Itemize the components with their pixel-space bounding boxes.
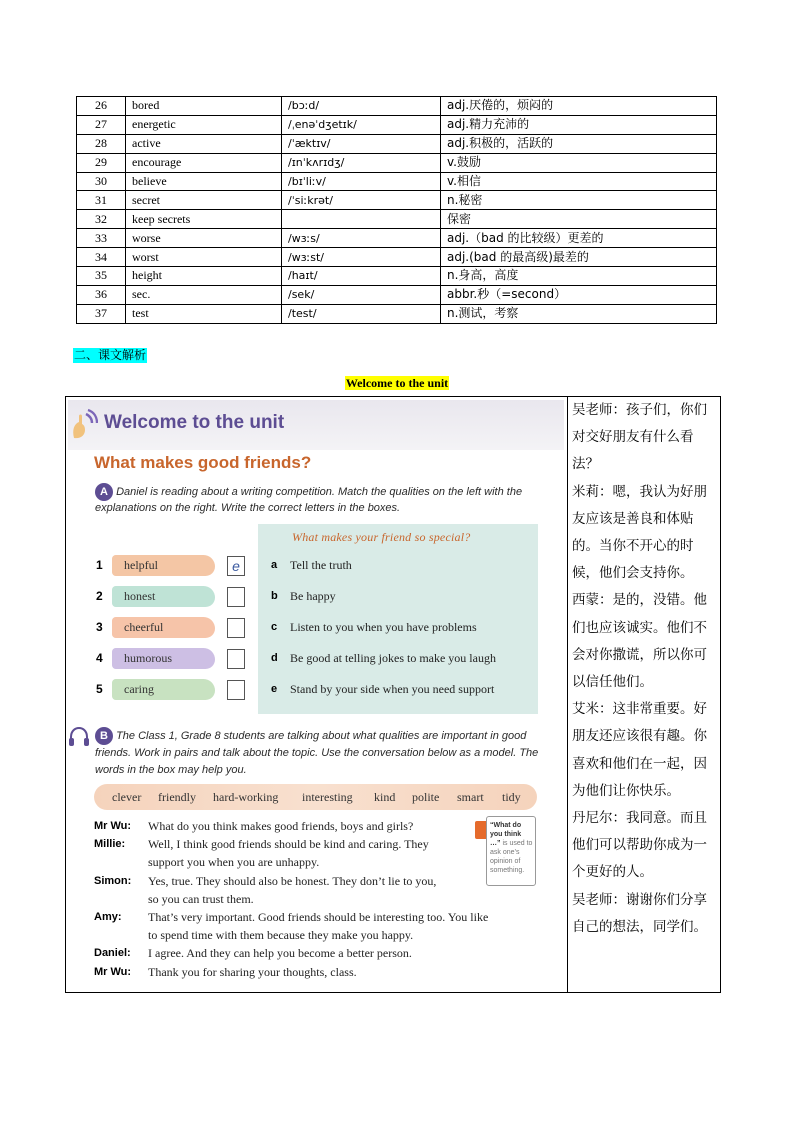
vocab-row: [77, 134, 717, 153]
part-a-instruction-text: Daniel is reading about a writing competition. Match the qualities on the left with the explanations on the right. Write the correct letters in the boxes.: [95, 485, 523, 514]
quality-word: helpful: [112, 555, 215, 576]
vocab-meaning: adj.积极的，活跃的: [441, 134, 717, 153]
vocab-phonetic: /sek/: [282, 285, 441, 304]
vocab-word: encourage: [126, 153, 282, 172]
vocab-phonetic: /ˈsiːkrət/: [282, 191, 441, 210]
quality-number: 3: [96, 620, 103, 634]
vocab-number: 37: [77, 304, 126, 323]
vocab-phonetic: /wɜːs/: [282, 229, 441, 248]
quality-word: cheerful: [112, 617, 215, 638]
dialogue-speaker: Simon:: [94, 874, 132, 887]
translation-paragraph: 米莉：嗯，我认为好朋友应该是善良和体贴的。当你不开心的时候，他们会支持你。: [572, 483, 707, 582]
vocab-number: 26: [77, 97, 126, 116]
vocab-word: believe: [126, 172, 282, 191]
textbook-subtitle: What makes good friends?: [94, 453, 312, 472]
panel-heading: What makes your friend so special?: [292, 530, 471, 544]
word-box-item: smart: [457, 790, 484, 804]
answer-box: [227, 587, 245, 607]
word-box-item: friendly: [158, 790, 196, 804]
vocab-word: worse: [126, 229, 282, 248]
dialogue-line: I agree. And they can help you become a better person.: [148, 946, 412, 961]
vocab-number: 29: [77, 153, 126, 172]
word-box-item: hard-working: [213, 790, 279, 804]
explanation-text: Tell the truth: [290, 558, 352, 572]
tip-note: [486, 816, 536, 886]
translation-paragraph: 西蒙：是的，没错。他们也应该诚实。他们不会对你撒谎，所以你可以信任他们。: [572, 592, 707, 691]
dialogue-line: to spend time with them because they make you happy.: [148, 928, 414, 943]
vocab-meaning: n.身高，高度: [441, 267, 717, 286]
vocab-word: worst: [126, 248, 282, 267]
vocab-row: [77, 191, 717, 210]
tip-bold: “What do you think …”: [490, 822, 522, 847]
textbook-page: [68, 400, 564, 990]
translation-paragraph: 丹尼尔：我同意。而且他们可以帮助你成为一个更好的人。: [572, 810, 707, 881]
vocab-phonetic: /wɜːst/: [282, 248, 441, 267]
vocab-number: 27: [77, 115, 126, 134]
vocab-word: secret: [126, 191, 282, 210]
word-box-item: kind: [374, 790, 396, 804]
dialogue-line: That’s very important. Good friends should be interesting too. You like: [148, 910, 489, 924]
vocab-number: 33: [77, 229, 126, 248]
vocab-meaning: adj.（bad 的比较级）更差的: [441, 229, 717, 248]
wave-icon: [70, 408, 98, 442]
answer-box: [227, 680, 245, 700]
vocab-row: [77, 97, 717, 116]
vocab-number: 32: [77, 210, 126, 229]
quality-number: 1: [96, 558, 103, 572]
vocab-row: [77, 172, 717, 191]
unit-heading-text: Welcome to the unit: [345, 376, 449, 390]
explanation-text: Stand by your side when you need support: [290, 682, 495, 696]
vocab-phonetic: /ˈæktɪv/: [282, 134, 441, 153]
quality-number: 5: [96, 682, 103, 696]
vocab-phonetic: [282, 210, 441, 229]
part-b-instruction: [95, 727, 555, 778]
quality-word: honest: [112, 586, 215, 607]
column-divider: [567, 396, 568, 993]
explanation-text: Be good at telling jokes to make you laugh: [290, 651, 496, 665]
explanation-letter: e: [271, 683, 278, 695]
answer-box: e: [227, 556, 245, 576]
explanation-text: Be happy: [290, 589, 336, 603]
quality-number: 4: [96, 651, 103, 665]
dialogue-line: support you when you are unhappy.: [148, 855, 320, 870]
vocab-meaning: v.鼓励: [441, 153, 717, 172]
explanation-text: Listen to you when you have problems: [290, 620, 477, 634]
vocab-word: active: [126, 134, 282, 153]
word-box-item: clever: [112, 790, 142, 804]
vocab-meaning: adj.厌倦的，烦闷的: [441, 97, 717, 116]
dialogue-line: Well, I think good friends should be kind and caring. They: [148, 837, 429, 852]
dialogue-speaker: Mr Wu:: [94, 965, 132, 978]
word-box: [94, 784, 537, 810]
vocab-number: 28: [77, 134, 126, 153]
vocab-meaning: abbr.秒（=second）: [441, 285, 717, 304]
dialogue-speaker: Mr Wu:: [94, 820, 132, 832]
vocab-word: keep secrets: [126, 210, 282, 229]
part-b-instruction-text: The Class 1, Grade 8 students are talking about what qualities are important in good friends. Work in pairs and talk about the topic. Use the conversation below as a model. The words in the box may help you.: [95, 729, 539, 776]
vocab-word: test: [126, 304, 282, 323]
dialogue-line: What do you think makes good friends, boys and girls?: [148, 819, 414, 833]
vocab-row: [77, 115, 717, 134]
explanation-letter: c: [271, 621, 278, 633]
vocab-row: [77, 304, 717, 323]
translation-paragraph: 吴老师：孩子们，你们对交好朋友有什么看法？: [572, 402, 707, 473]
vocab-word: sec.: [126, 285, 282, 304]
vocab-row: [77, 248, 717, 267]
vocab-number: 30: [77, 172, 126, 191]
vocab-word: energetic: [126, 115, 282, 134]
vocab-phonetic: /bɔːd/: [282, 97, 441, 116]
headphone-icon: [68, 726, 90, 748]
word-box-item: tidy: [502, 790, 521, 804]
vocab-row: [77, 285, 717, 304]
quality-word: caring: [112, 679, 215, 700]
explanation-letter: d: [271, 652, 278, 664]
answer-box: [227, 618, 245, 638]
vocab-word: height: [126, 267, 282, 286]
vocab-meaning: n.秘密: [441, 191, 717, 210]
dialogue-speaker: Millie:: [94, 838, 126, 851]
word-box-item: polite: [412, 790, 440, 804]
dialogue-speaker: Daniel:: [94, 947, 131, 960]
vocab-number: 34: [77, 248, 126, 267]
vocab-number: 31: [77, 191, 126, 210]
explanation-letter: a: [271, 559, 278, 571]
dialogue-line: Thank you for sharing your thoughts, class.: [148, 964, 357, 979]
vocab-meaning: adj.精力充沛的: [441, 115, 717, 134]
tip-text: is used to ask one’s opinion of something.: [490, 840, 533, 874]
vocab-row: [77, 210, 717, 229]
vocab-phonetic: /ˌenəˈdʒetɪk/: [282, 115, 441, 134]
vocab-phonetic: /bɪˈliːv/: [282, 172, 441, 191]
vocab-phonetic: /ɪnˈkʌrɪdʒ/: [282, 153, 441, 172]
dialogue-line: Yes, true. They should also be honest. They don’t lie to you,: [148, 873, 437, 888]
vocab-row: [77, 229, 717, 248]
explanation-letter: b: [271, 590, 278, 602]
vocab-row: [77, 267, 717, 286]
vocab-number: 36: [77, 285, 126, 304]
answer-box: [227, 649, 245, 669]
vocabulary-table: [76, 96, 717, 324]
vocab-word: bored: [126, 97, 282, 116]
translation-paragraph: 吴老师：谢谢你们分享自己的想法，同学们。: [572, 891, 707, 935]
dialogue-line: so you can trust them.: [148, 891, 254, 906]
vocab-row: [77, 153, 717, 172]
translation-column: [572, 397, 720, 941]
translation-paragraph: 艾米：这非常重要。好朋友还应该很有趣。你喜欢和他们在一起，因为他们让你快乐。: [572, 701, 707, 799]
vocab-meaning: adj.(bad 的最高级)最差的: [441, 248, 717, 267]
vocab-phonetic: /test/: [282, 304, 441, 323]
section-heading: 二、课文解析: [74, 348, 147, 362]
vocab-meaning: v.相信: [441, 172, 717, 191]
textbook-title: Welcome to the unit: [104, 412, 285, 433]
vocab-phonetic: /haɪt/: [282, 267, 441, 286]
quality-number: 2: [96, 589, 103, 603]
vocab-meaning: 保密: [441, 210, 717, 229]
word-box-item: interesting: [302, 790, 353, 804]
vocab-number: 35: [77, 267, 126, 286]
part-a-instruction: [95, 483, 550, 517]
part-b-label: B: [95, 727, 113, 745]
dialogue-speaker: Amy:: [94, 911, 122, 923]
part-a-label: A: [95, 483, 113, 501]
vocab-meaning: n.测试，考察: [441, 304, 717, 323]
quality-word: humorous: [112, 648, 215, 669]
unit-heading: [0, 374, 794, 392]
